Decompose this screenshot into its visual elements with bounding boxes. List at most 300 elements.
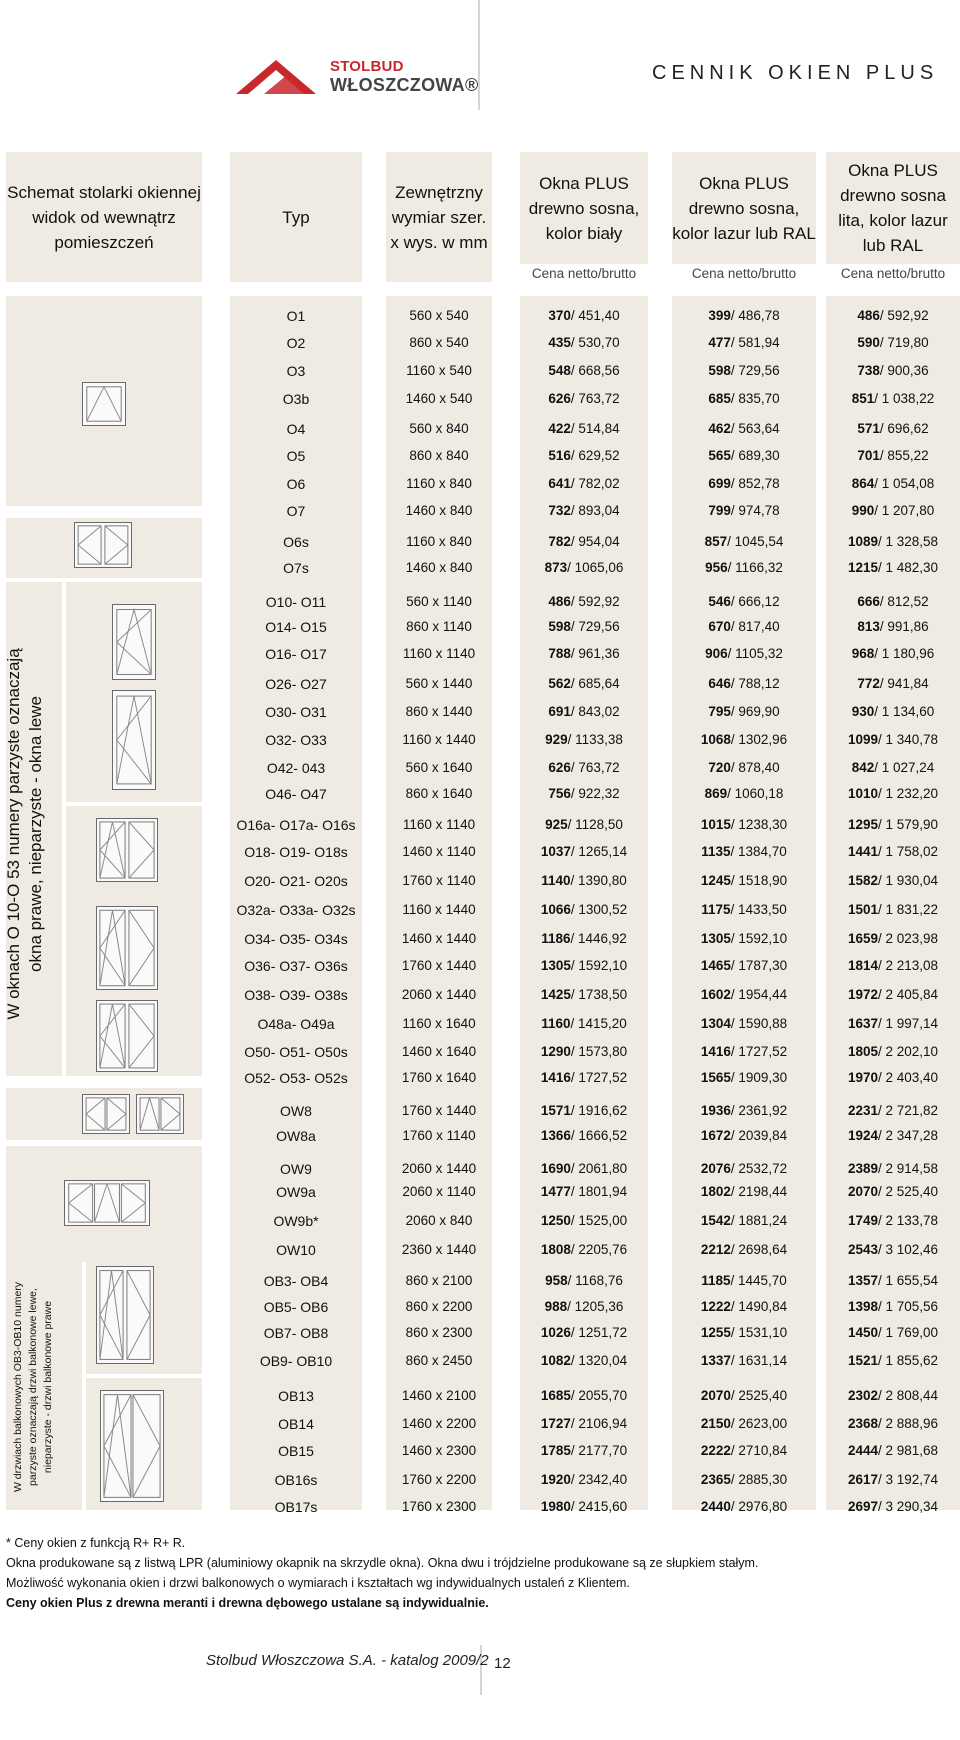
price-netto: 720 bbox=[708, 760, 731, 775]
side-label-doors bbox=[11, 1262, 59, 1512]
price-separator: / bbox=[877, 958, 886, 973]
price-separator: / bbox=[877, 1044, 886, 1059]
price-separator: / bbox=[570, 1016, 578, 1031]
header-lita bbox=[826, 152, 960, 264]
window-double-sash-icon bbox=[74, 522, 132, 568]
price-brutto: 855,22 bbox=[887, 448, 929, 463]
cell-price-bialy bbox=[520, 1273, 648, 1288]
cell-price-lita bbox=[826, 1499, 960, 1514]
price-netto: 641 bbox=[548, 476, 571, 491]
price-netto: 2302 bbox=[847, 1388, 878, 1403]
price-separator: / bbox=[570, 931, 578, 946]
cell-price-lazur bbox=[672, 391, 816, 406]
price-separator: / bbox=[570, 421, 579, 436]
cell-price-lazur bbox=[672, 958, 816, 973]
price-brutto: 1133,38 bbox=[575, 732, 623, 747]
price-netto: 1425 bbox=[540, 987, 571, 1002]
price-brutto: 1 769,00 bbox=[885, 1325, 939, 1340]
price-separator: / bbox=[730, 817, 739, 832]
price-netto: 925 bbox=[545, 817, 568, 832]
price-separator: / bbox=[879, 308, 888, 323]
price-netto: 598 bbox=[708, 363, 731, 378]
cell-price-lazur bbox=[672, 1044, 816, 1059]
cell-dimension: 2060 x 840 bbox=[405, 1213, 473, 1228]
price-brutto: 1 831,22 bbox=[885, 902, 939, 917]
price-separator: / bbox=[877, 1325, 886, 1340]
cell-price-bialy bbox=[520, 1443, 648, 1458]
cell-price-bialy bbox=[520, 534, 648, 549]
cell-dimension: 860 x 2100 bbox=[405, 1273, 473, 1288]
cell-dimension: 1460 x 2300 bbox=[401, 1443, 477, 1458]
cell-price-bialy bbox=[520, 732, 648, 747]
cell-price-lita bbox=[826, 732, 960, 747]
price-separator: / bbox=[730, 1273, 738, 1288]
price-brutto: 2698,64 bbox=[738, 1242, 788, 1257]
price-brutto: 991,86 bbox=[887, 619, 929, 634]
price-brutto: 629,52 bbox=[578, 448, 620, 463]
price-separator: / bbox=[570, 987, 579, 1002]
cell-price-bialy bbox=[520, 1416, 648, 1431]
price-brutto: 1238,30 bbox=[738, 817, 788, 832]
cell-typ: O38- O39- O38s bbox=[244, 987, 348, 1003]
price-brutto: 1 134,60 bbox=[881, 704, 935, 719]
cell-dimension: 1760 x 2300 bbox=[401, 1499, 477, 1514]
price-separator: / bbox=[730, 308, 739, 323]
price-netto: 486 bbox=[857, 308, 880, 323]
cell-dimension: 1460 x 840 bbox=[405, 503, 473, 518]
cell-price-lazur bbox=[672, 817, 816, 832]
price-netto: 799 bbox=[708, 503, 731, 518]
cell-typ: O26- O27 bbox=[265, 676, 327, 692]
price-separator: / bbox=[879, 619, 888, 634]
price-netto: 1814 bbox=[847, 958, 878, 973]
price-separator: / bbox=[570, 476, 579, 491]
price-netto: 2543 bbox=[847, 1242, 878, 1257]
price-brutto: 2885,30 bbox=[738, 1472, 788, 1487]
cell-price-bialy bbox=[520, 931, 648, 946]
cell-price-lazur bbox=[672, 786, 816, 801]
price-netto: 2389 bbox=[847, 1161, 878, 1176]
cell-dimension: 560 x 1440 bbox=[405, 676, 473, 691]
price-brutto: 1 758,02 bbox=[885, 844, 939, 859]
price-brutto: 1302,96 bbox=[738, 732, 788, 747]
price-netto: 851 bbox=[851, 391, 875, 406]
cell-price-lita bbox=[826, 1273, 960, 1288]
price-brutto: 1265,14 bbox=[578, 844, 628, 859]
price-separator: / bbox=[570, 1388, 579, 1403]
cell-typ: OB14 bbox=[278, 1416, 314, 1432]
price-separator: / bbox=[570, 1416, 579, 1431]
price-netto: 1571 bbox=[540, 1103, 571, 1118]
price-separator: / bbox=[730, 1161, 739, 1176]
cell-dimension: 860 x 2300 bbox=[405, 1325, 473, 1340]
price-netto: 2365 bbox=[700, 1472, 731, 1487]
price-brutto: 1738,50 bbox=[578, 987, 628, 1002]
header-lazur-text: Okna PLUS drewno sosna, kolor lazur lub RAL bbox=[672, 173, 816, 243]
price-brutto: 581,94 bbox=[738, 335, 780, 350]
price-brutto: 1 579,90 bbox=[885, 817, 939, 832]
cell-dimension: 2060 x 1440 bbox=[401, 1161, 477, 1176]
cell-typ: OW9 bbox=[280, 1161, 312, 1177]
cell-price-lazur bbox=[672, 1499, 816, 1514]
cell-dimension: 1460 x 540 bbox=[405, 391, 473, 406]
price-netto: 1357 bbox=[847, 1273, 878, 1288]
price-separator: / bbox=[727, 560, 736, 575]
cell-typ: O14- O15 bbox=[265, 619, 327, 635]
price-brutto: 2361,92 bbox=[738, 1103, 788, 1118]
price-brutto: 1320,04 bbox=[578, 1353, 628, 1368]
price-netto: 1222 bbox=[700, 1299, 731, 1314]
price-netto: 2697 bbox=[847, 1499, 878, 1514]
price-netto: 990 bbox=[851, 503, 875, 518]
price-separator: / bbox=[730, 958, 739, 973]
price-brutto: 1 207,80 bbox=[881, 503, 935, 518]
price-brutto: 685,64 bbox=[578, 676, 620, 691]
price-separator: / bbox=[879, 448, 888, 463]
price-separator: / bbox=[570, 1184, 579, 1199]
price-netto: 1250 bbox=[540, 1213, 571, 1228]
price-netto: 1304 bbox=[700, 1016, 731, 1031]
price-netto: 565 bbox=[708, 448, 731, 463]
cell-price-bialy bbox=[520, 1472, 648, 1487]
price-brutto: 1433,50 bbox=[738, 902, 787, 917]
cell-dimension: 1760 x 1640 bbox=[401, 1070, 477, 1085]
cell-typ: OW8a bbox=[276, 1128, 316, 1144]
price-separator: / bbox=[730, 1103, 739, 1118]
cell-typ: O34- O35- O34s bbox=[244, 931, 348, 947]
cell-price-lazur bbox=[672, 594, 816, 609]
cell-typ: O20- O21- O20s bbox=[244, 873, 348, 889]
cell-price-lazur bbox=[672, 1299, 816, 1314]
price-separator: / bbox=[877, 1353, 886, 1368]
cell-price-bialy bbox=[520, 646, 648, 661]
cell-dimension: 1160 x 540 bbox=[406, 363, 472, 378]
cell-dimension: 1160 x 1440 bbox=[402, 732, 476, 747]
price-brutto: 1168,76 bbox=[575, 1273, 623, 1288]
price-brutto: 592,92 bbox=[887, 308, 929, 323]
price-netto: 1290 bbox=[540, 1044, 571, 1059]
price-brutto: 1415,20 bbox=[578, 1016, 627, 1031]
price-netto: 486 bbox=[548, 594, 571, 609]
cell-price-bialy bbox=[520, 1299, 648, 1314]
price-netto: 2070 bbox=[700, 1388, 731, 1403]
price-separator: / bbox=[570, 902, 579, 917]
price-separator: / bbox=[877, 1103, 886, 1118]
cell-typ: O7s bbox=[283, 560, 309, 576]
price-netto: 1099 bbox=[847, 732, 878, 747]
header-lita-text: Okna PLUS drewno sosna lita, kolor lazur lub RAL bbox=[838, 161, 948, 255]
price-separator: / bbox=[730, 1299, 739, 1314]
cell-price-lita bbox=[826, 1161, 960, 1176]
price-netto: 869 bbox=[704, 786, 728, 801]
price-separator: / bbox=[877, 817, 886, 832]
cell-price-lazur bbox=[672, 448, 816, 463]
price-brutto: 3 102,46 bbox=[885, 1242, 939, 1257]
price-separator: / bbox=[730, 760, 739, 775]
page-title: CENNIK OKIEN PLUS bbox=[652, 62, 939, 84]
price-separator: / bbox=[874, 760, 882, 775]
price-separator: / bbox=[570, 335, 579, 350]
cell-price-lita bbox=[826, 1472, 960, 1487]
price-brutto: 2061,80 bbox=[578, 1161, 628, 1176]
cell-dimension: 860 x 2200 bbox=[405, 1299, 473, 1314]
price-brutto: 2 202,10 bbox=[885, 1044, 939, 1059]
price-separator: / bbox=[730, 1388, 739, 1403]
price-brutto: 719,80 bbox=[887, 335, 929, 350]
price-separator: / bbox=[877, 786, 886, 801]
cell-typ: O46- O47 bbox=[265, 786, 327, 802]
logo bbox=[234, 56, 479, 98]
price-brutto: 2 721,82 bbox=[885, 1103, 939, 1118]
cell-price-lazur bbox=[672, 1273, 816, 1288]
cell-price-lazur bbox=[672, 1242, 816, 1257]
cell-price-bialy bbox=[520, 560, 648, 575]
cell-price-lita bbox=[826, 448, 960, 463]
price-separator: / bbox=[730, 676, 739, 691]
cell-price-lita bbox=[826, 844, 960, 859]
cell-price-bialy bbox=[520, 1388, 648, 1403]
price-netto: 1416 bbox=[540, 1070, 571, 1085]
price-brutto: 961,36 bbox=[578, 646, 620, 661]
cell-typ: O52- O53- O52s bbox=[244, 1070, 348, 1086]
cell-price-lazur bbox=[672, 873, 816, 888]
price-netto: 1175 bbox=[701, 902, 731, 917]
price-brutto: 1490,84 bbox=[738, 1299, 788, 1314]
cell-price-lita bbox=[826, 646, 960, 661]
price-brutto: 592,92 bbox=[578, 594, 620, 609]
cell-typ: O10- O11 bbox=[265, 594, 327, 610]
price-netto: 1727 bbox=[540, 1416, 571, 1431]
cell-price-bialy bbox=[520, 335, 648, 350]
price-brutto: 1590,88 bbox=[738, 1016, 788, 1031]
price-separator: / bbox=[567, 560, 575, 575]
side-label-doors-line3: nieparzyste - drzwi balkonowe prawe bbox=[42, 1300, 54, 1474]
price-brutto: 514,84 bbox=[578, 421, 620, 436]
price-netto: 1465 bbox=[700, 958, 731, 973]
cell-price-lita bbox=[826, 931, 960, 946]
cell-price-bialy bbox=[520, 1128, 648, 1143]
side-label-doors-line1: W drzwiach balkonowych OB3-OB10 numery bbox=[12, 1281, 24, 1493]
cell-dimension: 560 x 540 bbox=[409, 308, 469, 323]
price-netto: 929 bbox=[545, 732, 568, 747]
price-separator: / bbox=[570, 704, 579, 719]
header-lazur-sub: Cena netto/brutto bbox=[691, 266, 797, 281]
cell-dimension: 560 x 840 bbox=[409, 421, 469, 436]
price-separator: / bbox=[877, 1443, 886, 1458]
cell-dimension: 1460 x 840 bbox=[405, 560, 473, 575]
price-brutto: 2 403,40 bbox=[885, 1070, 939, 1085]
price-brutto: 1592,10 bbox=[578, 958, 628, 973]
price-brutto: 563,64 bbox=[738, 421, 780, 436]
cell-price-lita bbox=[826, 594, 960, 609]
price-netto: 1082 bbox=[540, 1353, 571, 1368]
header-bialy bbox=[520, 152, 648, 264]
price-separator: / bbox=[877, 873, 886, 888]
price-netto: 1521 bbox=[847, 1353, 878, 1368]
cell-dimension: 860 x 540 bbox=[409, 335, 469, 350]
price-brutto: 2177,70 bbox=[578, 1443, 628, 1458]
cell-price-bialy bbox=[520, 391, 648, 406]
cell-typ: OW9a bbox=[276, 1184, 316, 1200]
price-brutto: 2 525,40 bbox=[885, 1184, 939, 1199]
cell-price-lita bbox=[826, 335, 960, 350]
price-separator: / bbox=[570, 1044, 579, 1059]
cell-price-lita bbox=[826, 1443, 960, 1458]
side-label-doors-line2: parzyste oznaczają drzwi balkonowe lewe, bbox=[27, 1288, 39, 1486]
door-balcony-single-icon bbox=[96, 1266, 154, 1364]
price-netto: 562 bbox=[548, 676, 571, 691]
price-brutto: 1 340,78 bbox=[885, 732, 939, 747]
price-brutto: 763,72 bbox=[578, 391, 620, 406]
price-brutto: 974,78 bbox=[738, 503, 780, 518]
cell-price-lita bbox=[826, 619, 960, 634]
price-brutto: 812,52 bbox=[887, 594, 929, 609]
price-brutto: 1446,92 bbox=[578, 931, 627, 946]
price-separator: / bbox=[730, 873, 739, 888]
cell-price-lazur bbox=[672, 1213, 816, 1228]
cell-dimension: 1760 x 2200 bbox=[401, 1472, 477, 1487]
cell-price-bialy bbox=[520, 1184, 648, 1199]
cell-typ: O4 bbox=[286, 421, 306, 437]
cell-price-bialy bbox=[520, 1325, 648, 1340]
price-netto: 988 bbox=[544, 1299, 568, 1314]
price-brutto: 1105,32 bbox=[735, 646, 783, 661]
cell-price-lazur bbox=[672, 931, 816, 946]
price-separator: / bbox=[877, 1499, 886, 1514]
price-separator: / bbox=[874, 704, 882, 719]
note-1: * Ceny okien z funkcją R+ R+ R. bbox=[6, 1536, 186, 1550]
cell-price-lazur bbox=[672, 1184, 816, 1199]
price-separator: / bbox=[877, 1299, 886, 1314]
price-brutto: 835,70 bbox=[738, 391, 780, 406]
price-brutto: 817,40 bbox=[738, 619, 780, 634]
price-brutto: 1909,30 bbox=[738, 1070, 788, 1085]
price-brutto: 2415,60 bbox=[578, 1499, 628, 1514]
price-separator: / bbox=[570, 760, 579, 775]
price-netto: 546 bbox=[708, 594, 731, 609]
side-label-windows bbox=[3, 594, 49, 1074]
cell-typ: O7 bbox=[286, 503, 306, 519]
price-netto: 1602 bbox=[700, 987, 731, 1002]
price-brutto: 878,40 bbox=[738, 760, 780, 775]
price-brutto: 2342,40 bbox=[578, 1472, 628, 1487]
price-brutto: 954,04 bbox=[578, 534, 620, 549]
price-separator: / bbox=[567, 817, 576, 832]
price-brutto: 1445,70 bbox=[738, 1273, 787, 1288]
cell-price-bialy bbox=[520, 704, 648, 719]
price-separator: / bbox=[570, 676, 579, 691]
price-brutto: 729,56 bbox=[578, 619, 620, 634]
cell-typ: O6s bbox=[283, 534, 309, 550]
price-netto: 1337 bbox=[700, 1353, 731, 1368]
price-netto: 795 bbox=[708, 704, 731, 719]
price-netto: 626 bbox=[548, 391, 571, 406]
cell-dimension: 560 x 1640 bbox=[405, 760, 473, 775]
cell-typ: O3b bbox=[282, 391, 310, 407]
price-netto: 864 bbox=[851, 476, 875, 491]
price-netto: 1450 bbox=[847, 1325, 878, 1340]
price-brutto: 1881,24 bbox=[738, 1213, 788, 1228]
price-separator: / bbox=[877, 1016, 886, 1031]
price-netto: 1010 bbox=[847, 786, 878, 801]
header-wymiar-text: Zewnętrzny wymiar szer. x wys. w mm bbox=[390, 182, 488, 252]
price-brutto: 530,70 bbox=[578, 335, 620, 350]
price-brutto: 1666,52 bbox=[578, 1128, 628, 1143]
note-3: Możliwość wykonania okien i drzwi balkonowych o wymiarach i kształtach wg indywidualnych ustaleń z Klientem. bbox=[6, 1576, 630, 1590]
cell-price-lazur bbox=[672, 1128, 816, 1143]
price-netto: 1026 bbox=[540, 1325, 571, 1340]
price-separator: / bbox=[877, 931, 886, 946]
cell-dimension: 1760 x 1140 bbox=[402, 1128, 476, 1143]
price-brutto: 1 054,08 bbox=[881, 476, 935, 491]
price-separator: / bbox=[570, 786, 579, 801]
price-separator: / bbox=[727, 646, 736, 661]
cell-price-bialy bbox=[520, 1499, 648, 1514]
cell-price-lazur bbox=[672, 1161, 816, 1176]
price-brutto: 486,78 bbox=[738, 308, 780, 323]
price-netto: 1366 bbox=[540, 1128, 571, 1143]
price-separator: / bbox=[877, 1416, 886, 1431]
price-separator: / bbox=[567, 732, 576, 747]
price-netto: 1802 bbox=[700, 1184, 731, 1199]
price-netto: 930 bbox=[851, 704, 875, 719]
price-separator: / bbox=[727, 534, 735, 549]
cell-dimension: 860 x 840 bbox=[409, 448, 469, 463]
price-brutto: 1205,36 bbox=[574, 1299, 624, 1314]
price-separator: / bbox=[570, 958, 579, 973]
cell-typ: O1 bbox=[286, 308, 306, 324]
cell-price-lazur bbox=[672, 1472, 816, 1487]
price-separator: / bbox=[730, 335, 739, 350]
cell-price-bialy bbox=[520, 676, 648, 691]
cell-price-lazur bbox=[672, 534, 816, 549]
price-brutto: 2 133,78 bbox=[885, 1213, 939, 1228]
header-wymiar bbox=[386, 152, 492, 282]
cell-price-bialy bbox=[520, 958, 648, 973]
window-tall-tilt-turn-icon bbox=[112, 604, 156, 680]
cell-price-lazur bbox=[672, 619, 816, 634]
cell-price-lazur bbox=[672, 760, 816, 775]
price-brutto: 1 655,54 bbox=[885, 1273, 939, 1288]
cell-price-bialy bbox=[520, 594, 648, 609]
cell-typ: OB5- OB6 bbox=[263, 1299, 329, 1315]
price-separator: / bbox=[877, 987, 886, 1002]
price-netto: 1015 bbox=[700, 817, 731, 832]
price-brutto: 1 482,30 bbox=[885, 560, 939, 575]
window-ow8a-icon bbox=[136, 1094, 184, 1134]
cell-typ: O3 bbox=[286, 363, 306, 379]
price-separator: / bbox=[730, 594, 739, 609]
price-brutto: 2205,76 bbox=[578, 1242, 628, 1257]
price-separator: / bbox=[570, 1161, 579, 1176]
note-4: Ceny okien Plus z drewna meranti i drewna dębowego ustalane są indywidualnie. bbox=[6, 1596, 489, 1610]
price-brutto: 843,02 bbox=[578, 704, 620, 719]
cell-price-lita bbox=[826, 676, 960, 691]
price-separator: / bbox=[570, 1325, 579, 1340]
cell-typ: OW10 bbox=[276, 1242, 316, 1258]
price-brutto: 2 213,08 bbox=[885, 958, 939, 973]
price-netto: 1972 bbox=[847, 987, 878, 1002]
price-brutto: 666,12 bbox=[738, 594, 780, 609]
price-netto: 701 bbox=[857, 448, 880, 463]
price-separator: / bbox=[570, 1103, 579, 1118]
cell-dimension: 560 x 1140 bbox=[406, 594, 472, 609]
price-netto: 2440 bbox=[700, 1499, 731, 1514]
price-separator: / bbox=[730, 1472, 739, 1487]
price-brutto: 2 023,98 bbox=[885, 931, 939, 946]
cell-typ: OW8 bbox=[280, 1103, 312, 1119]
cell-typ: OB7- OB8 bbox=[263, 1325, 329, 1341]
